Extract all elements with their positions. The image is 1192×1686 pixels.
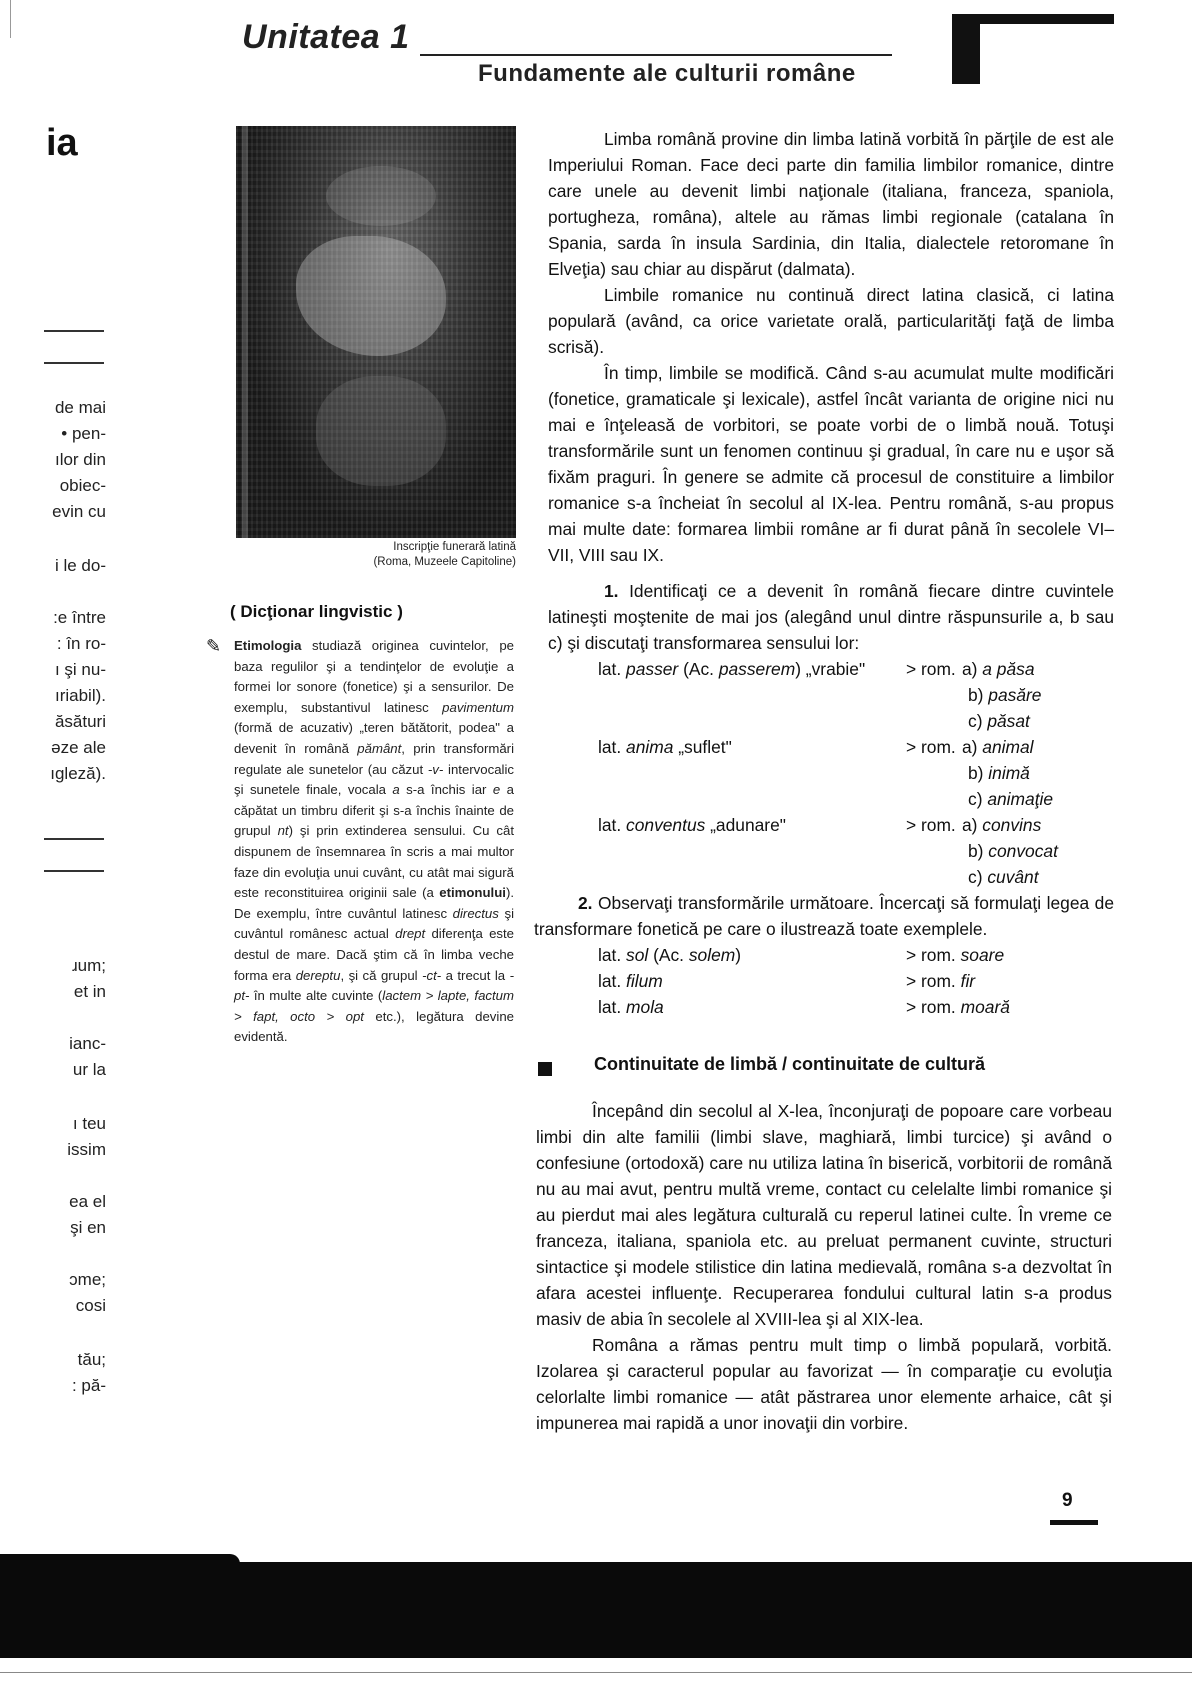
latin-word: lat. filum [598,971,663,991]
margin-fragment: evin cu [52,502,106,521]
exercise-2: 2. Observaţi transformările următoare. Încercaţi să formulaţi legea de transformare fonetică pe care o ilustrează toate exemplele. [534,893,1114,939]
exercise-option-row [548,708,1114,734]
margin-rule [44,870,104,872]
margin-fragment: ı şi nu- [54,660,106,679]
transformation-row [548,994,1114,1020]
transformation-row [548,968,1114,994]
exercise-option-row [548,760,1114,786]
footer-band [0,1562,1192,1658]
margin-fragment: • pen- [61,424,106,443]
exercise-option-row [548,838,1114,864]
answer-option: c) păsat [968,711,1030,731]
exercise-option-row [548,786,1114,812]
main-column [534,126,1114,1020]
margin-fragment: : pă- [71,1376,106,1395]
header-rule [420,54,892,56]
latin-word: lat. conventus „adunare" [598,815,786,835]
margin-fragment: ɔme; [69,1270,106,1289]
photo-caption [236,540,516,570]
margin-fragment: ea el [69,1192,106,1211]
exercise-number: 2. [578,893,593,913]
margin-heading-fragment: ia [46,122,78,164]
section-heading: Continuitate de limbă / continuitate de cultură [594,1054,986,1074]
paragraph: Limbile romanice nu continuă direct latina clasică, ci latina populară (având, ca orice varietate orală, particularităţi faţă de limba scrisă). [548,285,1114,357]
margin-fragment: ılor din [54,450,106,469]
dictionary-body: Etimologia studiază originea cuvintelor, pe baza regulilor şi a tendinţelor de evoluţie a formei lor sonore (fonetice) şi a sensurilor. De exemplu, substantivul latinesc pavimentum (formă de acuzativ) „teren bătătorit, podea" a devenit în română pământ, prin transformări regulate ale sunetelor (au căzut -v- intervocalic şi sunetele finale, vocala a s-a închis iar e a căpătat un timbru diferit şi s-a închis înainte de grupul nt) şi prin extinderea sensului. Cu cât dispunem de însemnarea în scris a mai multor faze din evoluţia unui cuvânt, cu atât mai sigură este reconstituirea originii sale (a etimonului). De exemplu, între cuvântul latinesc directus şi cuvântul românesc actual drept diferenţa este destul de mare. Dacă ştim că în limba veche forma era dereptu, şi că grupul -ct- a trecut la -pt- în multe alte cuvinte (lactem > lapte, factum > fapt, octo > opt etc.), legătura devine evidentă. [234,638,515,1045]
answer-option: b) inimă [968,763,1030,783]
term-etimon: etimonului [439,885,506,901]
latin-word: lat. passer (Ac. passerem) „vrabie" [598,659,866,679]
arrow-romanian: > rom. [906,737,956,757]
margin-fragment: ɹum; [72,956,106,975]
margin-fragment: əze ale [51,738,106,757]
exercise-option-row [548,864,1114,890]
margin-fragment: ur la [72,1060,106,1079]
pen-icon: ✎ [206,636,222,656]
romanian-result: > rom. moară [906,997,1010,1017]
exercise-2-items [548,942,1114,1020]
exercise-option-row [548,682,1114,708]
exercise-option-row [548,656,1114,682]
section-2-body [536,1098,1112,1436]
arrow-romanian: > rom. [906,659,956,679]
paragraph: Limba română provine din limba latină vorbită în părţile de est ale Imperiului Roman. Face deci parte din familia limbilor romanice, dintre care unele au devenit limbi naţionale (italiana, franceza, spaniola, portugheza, româna), altele au rămas limbi regionale (catalana în Spania, sarda în insula Sardinia, din Italia, dialectele retoromane în Elveţia) sau chiar au dispărut (dalmata). [548,129,1114,279]
exercise-number: 1. [604,581,619,601]
latin-word: lat. anima „suflet" [598,737,732,757]
page-number-rule [1050,1520,1098,1525]
corner-bar-vertical [952,14,980,84]
section-bullet-square [538,1062,552,1076]
answer-option: a) animal [962,737,1034,757]
margin-fragment: i le do- [54,556,106,575]
margin-fragment: tău; [77,1350,106,1369]
answer-option: b) convocat [968,841,1058,861]
paragraph: Româna a rămas pentru mult timp o limbă populară, vorbită. Izolarea şi caracterul popular au favorizat — în comparaţie cu evoluţia celorlalte limbi romanice — atât păstrarea unor elemente arhaice, cât şi impunerea mai rapidă a unor inovaţii din vorbire. [536,1335,1112,1433]
margin-rule [44,330,104,332]
exercise-option-row [548,812,1114,838]
arrow-romanian: > rom. [906,815,956,835]
margin-rule [44,362,104,364]
margin-fragment: ăsături [54,712,106,731]
funerary-inscription-photo [236,126,516,538]
margin-rule [44,838,104,840]
margin-fragment: ianc- [69,1034,106,1053]
caption-line: (Roma, Muzeele Capitoline) [373,556,516,568]
margin-fragment: : în ro- [56,634,106,653]
margin-fragment: de mai [54,398,106,417]
margin-fragment: ı teu [72,1114,106,1133]
margin-fragment: şi en [70,1218,106,1237]
answer-option: c) animaţie [968,789,1054,809]
margin-fragment: ıgleză). [50,764,106,783]
exercise-option-row [548,734,1114,760]
romanian-result: > rom. soare [906,945,1005,965]
paragraph: Începând din secolul al X-lea, înconjuraţi de popoare care vorbeau limbi din alte familii (limbi slave, maghiară, limbi turcice) şi având o confesiune (ortodoxă) care nu utiliza latina în biserică, vorbitorii de română nu au mai avut, pentru multă vreme, contact cu celelalte limbi romanice şi au pierdut mai ales legătura culturală cu reperul latinei culte. În vreme ce franceza, italiana, spaniola etc. au preluat permanent cuvinte, structuri sintactice şi modele stilistice din latina medievală, româna s-a dezvoltat în afara acestei influenţe. Recuperarea fondului cultural latin s-a produs masiv de abia în secolele al XVIII-lea şi al XIX-lea. [536,1101,1112,1329]
answer-option: a) convins [962,815,1042,835]
section-subtitle: Fundamente ale culturii române [478,60,856,87]
margin-fragment: et in [73,982,106,1001]
term-etimologia: Etimologia [234,638,302,653]
latin-word: lat. sol (Ac. solem) [598,945,742,965]
paragraph: În timp, limbile se modifică. Când s-au acumulat multe modificări (fonetice, gramaticale şi lexicale), astfel încât varianta de origine nici nu mai e înţeleasă de vorbitori, se poate vorbi de o limbă nouă. Totuşi transformările sunt un fenomen continuu şi gradual, în care nu e uşor să fixăm praguri. În genere se admite că procesul de constituire a limbilor romanice s-a încheiat în secolul al IX-lea. Pentru română, s-au propus mai multe date: formarea limbii române ar fi durat până în secolele VI–VII, VIII sau IX. [548,363,1114,565]
latin-word: lat. mola [598,997,664,1017]
unit-title: Unitatea 1 [242,18,410,56]
caption-line: Inscripţie funerară latină [393,541,516,553]
romanian-result: > rom. fir [906,971,976,991]
dictionary-title: ( Dicţionar lingvistic ) [230,602,403,621]
scan-tick-mark [10,0,11,38]
margin-fragment: :e între [53,608,106,627]
exercise-1: 1. Identificaţi ce a devenit în română fiecare dintre cuvintele latineşti moştenite de mai jos (alegând unul dintre răspunsurile a, b sau c) şi discutaţi transformarea sensului lor: [548,581,1114,653]
transformation-row [548,942,1114,968]
page-number: 9 [1062,1490,1073,1511]
exercise-1-items [548,656,1114,890]
answer-option: c) cuvânt [968,867,1039,887]
margin-fragment: ıriabil). [54,686,106,705]
margin-fragment: cosi [75,1296,106,1315]
answer-option: b) pasăre [968,685,1042,705]
margin-fragment: obiec- [59,476,106,495]
margin-fragment: issim [67,1140,106,1159]
answer-option: a) a păsa [962,659,1035,679]
bottom-edge-line [0,1672,1192,1673]
